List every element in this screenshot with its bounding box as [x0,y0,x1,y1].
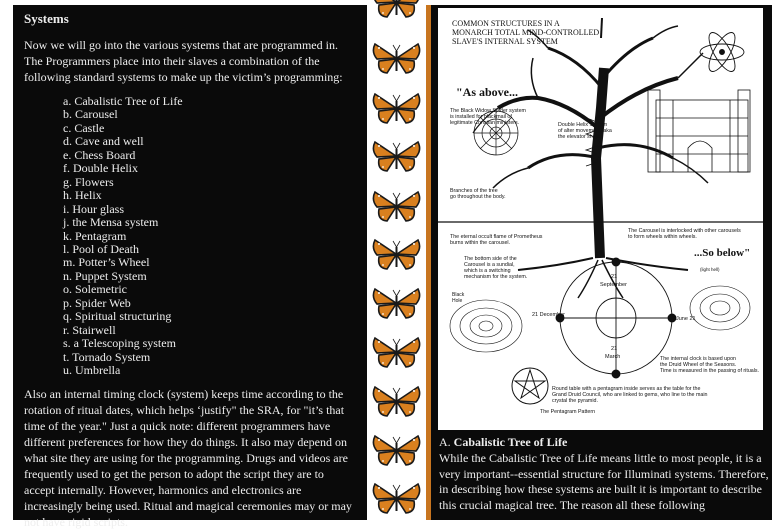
list-item: q. Spiritual structuring [63,309,172,324]
sundial-note-line: mechanism for the system. [464,274,528,280]
round-table-note-line: Grand Druid Council, who are linked to gems, who line to the main [552,392,708,398]
black-hole-label: Black [452,292,465,298]
castle-drawing [648,90,750,172]
butterfly-icon [371,42,422,76]
butterfly-icon [371,92,422,126]
figure-title-line: COMMON STRUCTURES IN A [452,19,560,28]
helix-note-line: of alter movement, aka [558,128,612,134]
list-item: b. Carousel [63,107,118,122]
september-label: 21 [611,274,618,280]
list-item: h. Helix [63,188,102,203]
spider-note-line: The Black Widow Spider system [450,108,526,114]
list-item: i. Hour glass [63,201,124,216]
list-item: j. the Mensa system [63,215,159,230]
black-hole-drawing [450,300,522,352]
list-item: p. Spider Web [63,295,131,310]
carousel-note-line: to form wheels within wheels. [628,234,697,240]
spider-note-line: is installed for blackmail of [450,114,512,120]
tree-of-life-caption [439,435,769,514]
list-item: o. Solemetric [63,282,127,297]
list-item: a. Cabalistic Tree of Life [63,94,183,108]
branches-note-line: go throughout the body. [450,194,506,200]
clock-note-line: Time is measured in the passing of rituals. [660,368,760,374]
list-item: e. Chess Board [63,147,136,162]
list-item: n. Puppet System [63,268,147,283]
list-item: c. Castle [63,120,105,135]
butterfly-icon [371,190,422,224]
list-item: k. Pentagram [63,228,127,243]
monarch-diagram-image [438,8,763,430]
list-item: f. Double Helix [63,161,138,176]
systems-closing-paragraph: Also an internal timing clock (system) keeps time according to the rotation of ritual dates, which helps ‘justify" the SRA, for "it’s that time of the year." Just a quick note: different programmers have different preferences for how they do things. It also may depend on what site they are using for the programming. Drugs and videos are frequently used to get the person to adopt the script they are to accept internally. However, harmonics and electronics are increasingly being used. Ritual and magical ceremonies may or may not have rigid scripts. [24,386,352,529]
butterfly-icon [371,336,422,370]
june-label: June 21 [676,316,696,322]
branches-note-line: Branches of the tree [450,188,498,194]
caption-body: While the Cabalistic Tree of Life means little to most people, it is a very important--essential structure for Illuminati systems. Therefore, in describing how these systems are built it is important to describe this crucial magical tree. The reason all these following [439,450,769,513]
as-above-label: "As above... [456,85,518,99]
systems-heading: Systems [24,11,69,26]
systems-text-panel [13,5,367,529]
list-item: l. Pool of Death [63,241,139,256]
sundial-note-line: The bottom side of the [464,256,517,262]
december-label: 21 December [532,312,566,318]
pentagram-drawing [512,368,548,404]
sundial-note-line: which is a switching [464,268,511,274]
list-item: u. Umbrella [63,363,121,378]
pentagram-pattern-label: The Pentagram Pattern [540,409,596,415]
flame-note-line: The eternal occult flame of Prometheus [450,234,543,240]
clock-note-line: The internal clock is based upon [660,356,736,362]
march-label: March [605,354,621,360]
march-label: 21 [611,346,618,352]
list-item: r. Stairwell [63,322,116,337]
systems-intro: Now we will go into the various systems that are programmed in. The Programmers place into their slaves a combination of the following standard systems to make up the victim’s programming: [24,38,343,84]
sundial-note-line: Carousel is a sundial, [464,262,515,268]
butterfly-icon [371,385,422,419]
caption-heading: Cabalistic Tree of Life [453,435,568,449]
atom-icon [700,29,744,75]
list-item: g. Flowers [63,174,114,189]
spiral-drawing [690,286,750,330]
september-label: September [600,282,627,288]
light-hell-label: (light hell) [700,267,720,272]
list-item: m. Potter’s Wheel [63,255,150,270]
list-item: s. a Telescoping system [63,336,176,351]
figure-title-line: SLAVE'S INTERNAL SYSTEM [452,37,558,46]
list-item: t. Tornado System [63,349,151,364]
figure-title-line: MONARCH TOTAL MIND-CONTROLLED [452,28,600,37]
spider-note-line: legitimate Christian ministers. [450,120,520,126]
butterfly-icon [371,434,422,468]
helix-note-line: the elevator shaft. [558,134,601,140]
butterfly-icon [371,287,422,321]
list-item: d. Cave and well [63,134,144,149]
round-table-note-line: Round table with a pentagram inside serves as the table for the [552,386,701,392]
butterfly-icon [371,238,422,272]
round-table-note-line: crystal the pyramid. [552,398,598,404]
tree-of-life-panel [431,5,772,520]
butterfly-icon [371,482,422,516]
so-below-label: ...So below" [694,247,751,259]
butterfly-icon [371,140,422,174]
black-hole-label: Hole [452,298,463,304]
clock-note-line: the Druid Wheel of the Seasons. [660,362,737,368]
butterfly-icon [371,0,422,20]
flame-note-line: burns within the carousel. [450,240,511,246]
systems-list [24,95,357,378]
caption-prefix: A. [439,435,454,449]
butterfly-border [367,0,426,528]
helix-note-line: Double Helix System [558,122,608,128]
carousel-note-line: The Carousel is interlocked with other carousels [628,228,741,234]
